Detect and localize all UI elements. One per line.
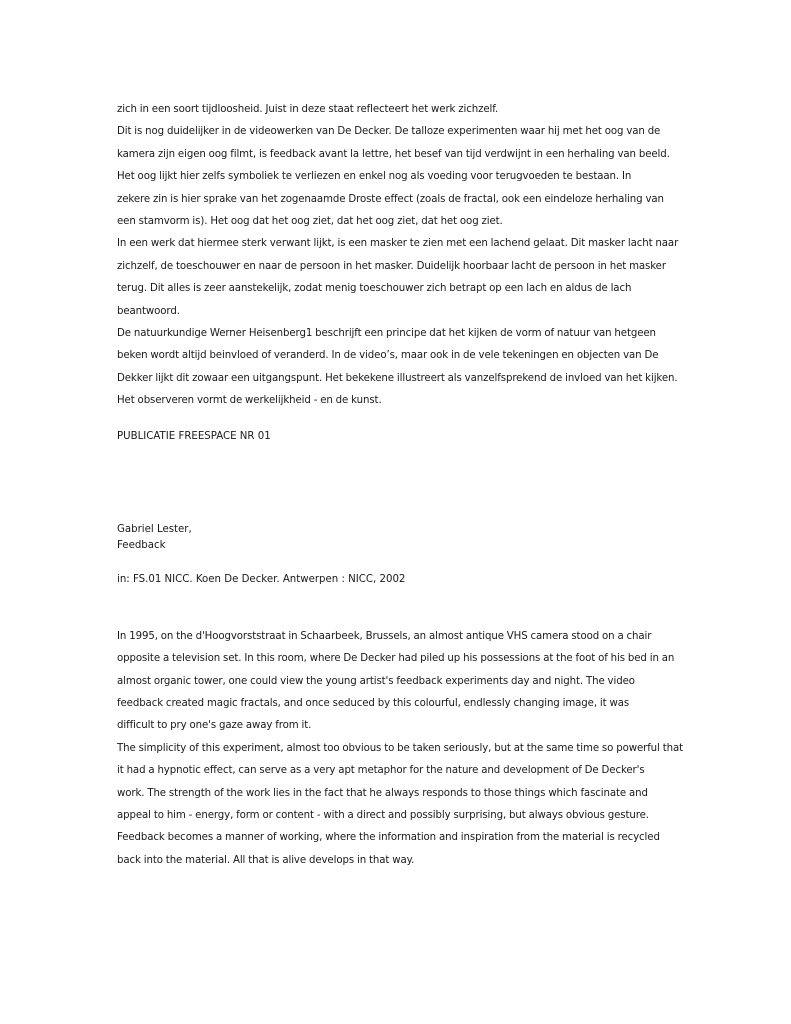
text-line: Dekker lijkt dit zowaar een uitgangspunt. Het bekekene illustreert als vanzelfsprekend de invloed van het kijken.: [117, 372, 678, 384]
text-line: it had a hypnotic effect, can serve as a very apt metaphor for the nature and development of De Decker's: [117, 765, 645, 777]
text-line: zich in een soort tijdloosheid. Juist in deze staat reflecteert het werk zichzelf.: [117, 104, 499, 115]
dutch-paragraph-3: [117, 233, 677, 323]
text-line: Dit is nog duidelijker in de videowerken van De Decker. De talloze experimenten waar hij met het oog van de: [117, 126, 661, 138]
document-page: [117, 99, 684, 872]
text-line: opposite a television set. In this room, where De Decker had piled up his possessions at the foot of his bed in an: [117, 653, 675, 665]
text-line: feedback created magic fractals, and once seduced by this colourful, endlessly changing image, it was: [117, 697, 630, 709]
dutch-paragraph-2: [117, 121, 677, 233]
article-title: Feedback: [117, 539, 166, 551]
text-line: een stamvorm is). Het oog dat het oog ziet, dat het oog ziet, dat het oog ziet.: [117, 216, 503, 228]
author-name: Gabriel Lester,: [117, 523, 192, 535]
dutch-paragraph-1: [117, 99, 677, 121]
text-line: beken wordt altijd beinvloed of veranderd. In de video’s, maar ook in de vele tekeningen en objecten van De: [117, 350, 659, 362]
text-line: almost organic tower, one could view the young artist's feedback experiments day and night. The video: [117, 675, 635, 687]
text-line: The simplicity of this experiment, almost too obvious to be taken seriously, but at the same time so powerful that: [117, 742, 684, 754]
publication-label: PUBLICATIE FREESPACE NR 01: [117, 430, 271, 442]
text-line: work. The strength of the work lies in the fact that he always responds to those things which fascinate and: [117, 787, 648, 799]
spacer: [117, 413, 677, 429]
text-line: terug. Dit alles is zeer aanstekelijk, zodat menig toeschouwer zich betrapt op een lach en aldus de lach: [117, 283, 632, 295]
english-paragraph-1: [117, 626, 677, 738]
text-line: difficult to pry one's gaze away from it.: [117, 720, 312, 732]
spacer: [117, 588, 677, 626]
text-line: back into the material. All that is alive develops in that way.: [117, 854, 415, 866]
text-line: Feedback becomes a manner of working, where the information and inspiration from the material is recycled: [117, 832, 660, 844]
text-line: In een werk dat hiermee sterk verwant lijkt, is een masker te zien met een lachend gelaat. Dit masker lacht naar: [117, 238, 679, 250]
text-line: In 1995, on the d'Hoogvorststraat in Schaarbeek, Brussels, an almost antique VHS camera stood on a chair: [117, 630, 652, 642]
text-line: Het observeren vormt de werkelijkheid - en de kunst.: [117, 395, 382, 407]
text-line: appeal to him - energy, form or content - with a direct and possibly surprising, but always obvious gesture.: [117, 809, 649, 821]
text-line: zekere zin is hier sprake van het zogenaamde Droste effect (zoals de fractal, ook een eindeloze herhaling van: [117, 193, 664, 205]
spacer: [117, 554, 677, 572]
text-line: kamera zijn eigen oog filmt, is feedback avant la lettre, het besef van tijd verdwijnt in een herhaling van beeld.: [117, 148, 670, 160]
text-line: beantwoord.: [117, 305, 180, 317]
citation: in: FS.01 NICC. Koen De Decker. Antwerpen : NICC, 2002: [117, 573, 406, 585]
spacer: [117, 445, 677, 522]
text-line: zichzelf, de toeschouwer en naar de persoon in het masker. Duidelijk hoorbaar lacht de persoon in het masker: [117, 260, 666, 272]
text-line: Het oog lijkt hier zelfs symboliek te verliezen en enkel nog als voeding voor terugvoeden te bestaan. In: [117, 171, 632, 183]
dutch-paragraph-4: [117, 323, 677, 413]
text-line: De natuurkundige Werner Heisenberg1 beschrijft een principe dat het kijken de vorm of natuur van hetgeen: [117, 328, 656, 340]
english-paragraph-2: [117, 738, 684, 872]
